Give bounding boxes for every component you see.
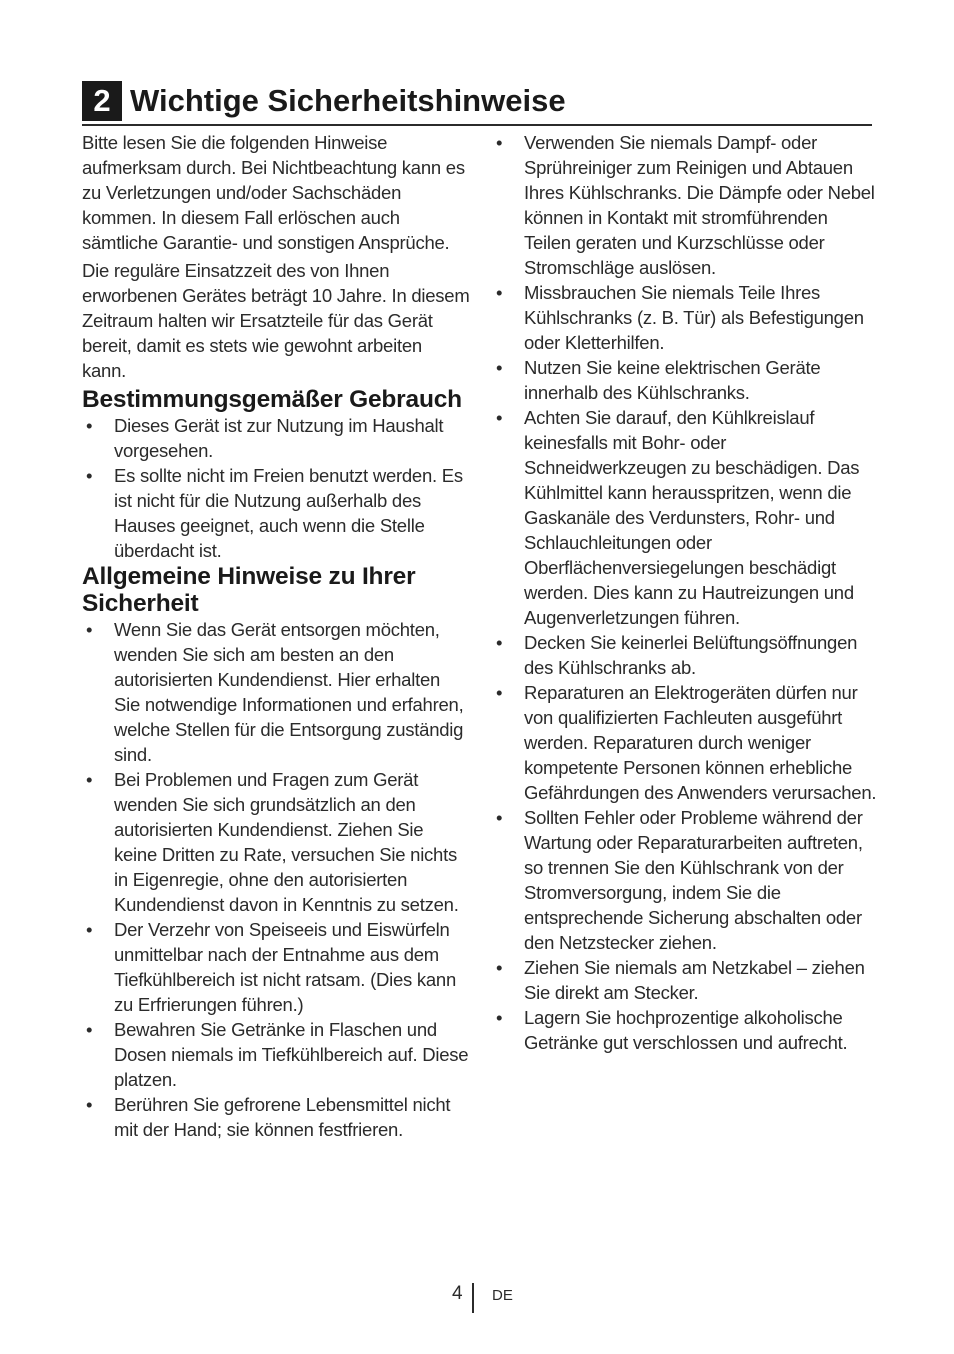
list-item — [82, 1092, 470, 1142]
bullet-icon: • — [496, 682, 503, 703]
list-item-text: Es sollte nicht im Freien benutzt werden. Es ist nicht für die Nutzung außerhalb des Hauses geeignet, auch wenn die Stelle überdacht ist. — [114, 465, 463, 561]
bullet-icon: • — [496, 282, 503, 303]
bullet-icon: • — [496, 357, 503, 378]
bullet-icon: • — [86, 465, 93, 486]
subheading-general-safety: Allgemeine Hinweise zu Ihrer Sicherheit — [82, 563, 416, 617]
list-item — [82, 463, 470, 563]
list-item-text: Achten Sie darauf, den Kühlkreislauf keinesfalls mit Bohr- oder Schneidwerkzeugen zu beschädigen. Das Kühlmittel kann herausspritzen, wenn die Gaskanäle des Verdunsters, Rohr- und Schlauchleitungen oder Oberflächenversiegelungen beschädigt werden. Dies kann zu Hautreizungen und Augenverletzungen führen. — [524, 407, 860, 628]
list-item-text: Lagern Sie hochprozentige alkoholische Getränke gut verschlossen und aufrecht. — [524, 1007, 848, 1053]
language-code: DE — [492, 1287, 513, 1304]
list-item — [82, 917, 470, 1017]
bullet-icon: • — [496, 807, 503, 828]
bullet-icon: • — [86, 769, 93, 790]
list-item-text: Sollten Fehler oder Probleme während der Wartung oder Reparaturarbeiten auftreten, so trennen Sie den Kühlschrank von der Stromversorgung, indem Sie die entsprechende Sicherung abschalten oder den Netzstecker ziehen. — [524, 807, 863, 953]
list-item — [492, 1005, 878, 1055]
left-column — [82, 130, 470, 1142]
bullet-icon: • — [86, 415, 93, 436]
list-item-text: Missbrauchen Sie niemals Teile Ihres Kühlschranks (z. B. Tür) als Befestigungen oder Kletterhilfen. — [524, 282, 864, 353]
bullet-icon: • — [86, 919, 93, 940]
list-item — [492, 280, 878, 355]
intended-use-list — [82, 413, 470, 563]
list-item-text: Dieses Gerät ist zur Nutzung im Haushalt vorgesehen. — [114, 415, 444, 461]
section-heading — [82, 80, 872, 126]
list-item-text: Decken Sie keinerlei Belüftungsöffnungen des Kühlschranks ab. — [524, 632, 858, 678]
list-item — [492, 355, 878, 405]
bullet-icon: • — [496, 132, 503, 153]
list-item — [82, 1017, 470, 1092]
list-item — [492, 130, 878, 280]
intro-paragraph: Die reguläre Einsatzzeit des von Ihnen erworbenen Gerätes beträgt 10 Jahre. In diesem Zeitraum halten wir Ersatzteile für das Gerät bereit, damit es stets wie gewohnt arbeiten kann. — [82, 260, 470, 381]
bullet-icon: • — [496, 407, 503, 428]
list-item — [82, 617, 470, 767]
list-item — [492, 630, 878, 680]
page-number: 4 — [452, 1283, 463, 1304]
intro-paragraph: Bitte lesen Sie die folgenden Hinweise aufmerksam durch. Bei Nichtbeachtung kann es zu Verletzungen und/oder Sachschäden kommen. In diesem Fall erlöschen auch sämtliche Garantie- und sonstigen Ansprüche. — [82, 132, 465, 253]
bullet-icon: • — [496, 1007, 503, 1028]
bullet-icon: • — [496, 632, 503, 653]
bullet-icon: • — [86, 1019, 93, 1040]
list-item-text: Verwenden Sie niemals Dampf- oder Sprühreiniger zum Reinigen und Abtauen Ihres Kühlschranks. Die Dämpfe oder Nebel können in Kontakt mit stromführenden Teilen geraten und Kurzschlüsse oder Stromschläge auslösen. — [524, 132, 875, 278]
page-footer — [0, 1283, 954, 1313]
list-item — [492, 805, 878, 955]
footer-divider — [472, 1283, 474, 1313]
right-column — [492, 130, 878, 1055]
bullet-icon: • — [86, 619, 93, 640]
general-safety-list — [82, 617, 470, 1142]
list-item — [82, 413, 470, 463]
list-item-text: Ziehen Sie niemals am Netzkabel – ziehen Sie direkt am Stecker. — [524, 957, 865, 1003]
bullet-icon: • — [496, 957, 503, 978]
list-item-text: Der Verzehr von Speiseeis und Eiswürfeln unmittelbar nach der Entnahme aus dem Tiefkühlbereich ist nicht ratsam. (Dies kann zu Erfrierungen führen.) — [114, 919, 457, 1015]
section-title: Wichtige Sicherheitshinweise — [130, 83, 566, 118]
list-item — [82, 767, 470, 917]
list-item — [492, 955, 878, 1005]
subheading-intended-use: Bestimmungsgemäßer Gebrauch — [82, 386, 462, 413]
bullet-icon: • — [86, 1094, 93, 1115]
safety-list-continued — [492, 130, 878, 1055]
list-item-text: Nutzen Sie keine elektrischen Geräte innerhalb des Kühlschranks. — [524, 357, 821, 403]
list-item-text: Bei Problemen und Fragen zum Gerät wenden Sie sich grundsätzlich an den autorisierten Kundendienst. Ziehen Sie keine Dritten zu Rate, versuchen Sie nichts in Eigenregie, ohne den autorisierten Kundendienst davon in Kenntnis zu setzen. — [114, 769, 459, 915]
list-item-text: Wenn Sie das Gerät entsorgen möchten, wenden Sie sich am besten an den autorisierten Kundendienst. Hier erhalten Sie notwendige Informationen und erfahren, welche Stellen für die Entsorgung zuständig sind. — [114, 619, 464, 765]
section-number: 2 — [82, 81, 122, 121]
list-item-text: Bewahren Sie Getränke in Flaschen und Dosen niemals im Tiefkühlbereich auf. Diese platzen. — [114, 1019, 469, 1090]
list-item — [492, 680, 878, 805]
list-item — [492, 405, 878, 630]
list-item-text: Reparaturen an Elektrogeräten dürfen nur von qualifizierten Fachleuten ausgeführt werden. Reparaturen durch weniger kompetente Personen können erhebliche Gefährdungen des Anwenders verursachen. — [524, 682, 877, 803]
list-item-text: Berühren Sie gefrorene Lebensmittel nicht mit der Hand; sie können festfrieren. — [114, 1094, 451, 1140]
